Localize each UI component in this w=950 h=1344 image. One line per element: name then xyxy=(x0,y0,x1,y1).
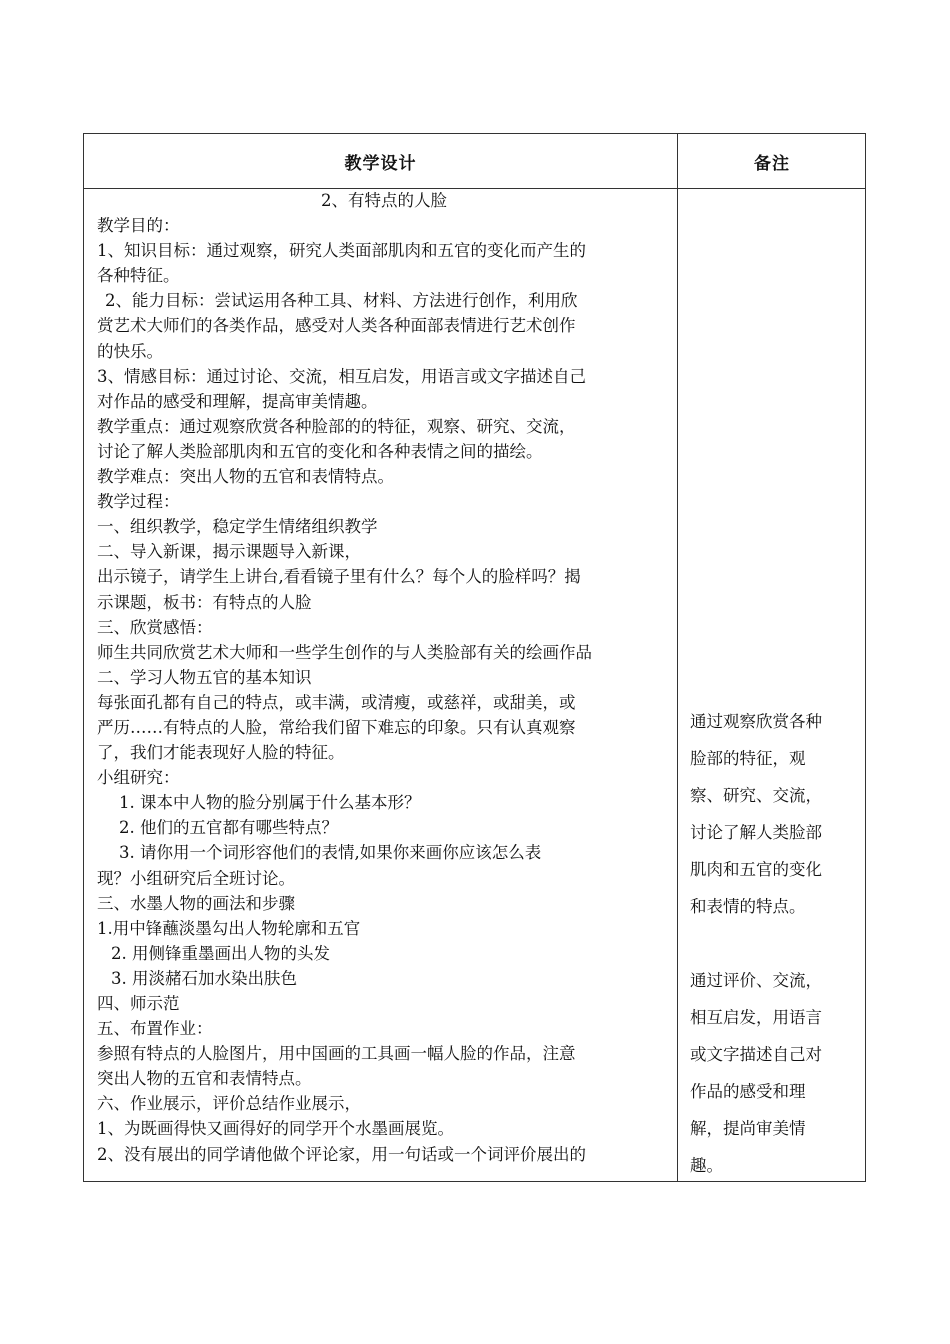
text-line: 四、师示范 xyxy=(97,994,180,1013)
text-line: 每张面孔都有自己的特点，或丰满，或清瘦，或慈祥，或甜美，或 xyxy=(97,692,576,712)
list-item: 3. 请你用一个词形容他们的表情,如果你来画你应该怎么表 xyxy=(119,843,542,863)
note-line: 或文字描述自己对 xyxy=(690,1045,822,1064)
text-line: 现？小组研究后全班讨论。 xyxy=(97,868,295,888)
text-line: 教学难点：突出人物的五官和表情特点。 xyxy=(97,467,394,487)
notes-block-observation xyxy=(690,703,850,925)
text-line: 六、作业展示，评价总结作业展示， xyxy=(97,1094,361,1114)
text-line: 的快乐。 xyxy=(97,341,163,361)
column-divider xyxy=(677,134,678,1181)
note-line: 作品的感受和理 xyxy=(690,1082,806,1101)
note-line: 通过观察欣赏各种 xyxy=(690,712,822,731)
note-line: 讨论了解人类脸部 xyxy=(690,823,822,842)
text-line: 参照有特点的人脸图片，用中国画的工具画一幅人脸的作品，注意 xyxy=(97,1044,576,1064)
text-line: 三、水墨人物的画法和步骤 xyxy=(97,893,295,913)
text-line: 二、导入新课，揭示课题导入新课， xyxy=(97,542,361,562)
list-item: 1. 课本中人物的脸分别属于什么基本形？ xyxy=(119,793,421,813)
notes-block-evaluation xyxy=(690,962,850,1184)
text-line: 五、布置作业： xyxy=(97,1019,213,1039)
text-line: 2、能力目标：尝试运用各种工具、材料、方法进行创作，利用欣 xyxy=(105,291,578,311)
note-line: 解，提尚审美情 xyxy=(690,1119,806,1138)
note-line: 察、研究、交流， xyxy=(690,786,822,805)
text-line: 各种特征。 xyxy=(97,266,180,286)
text-line: 二、学习人物五官的基本知识 xyxy=(97,667,312,687)
header-teaching-design: 教学设计 xyxy=(344,153,417,174)
text-line: 讨论了解人类脸部肌肉和五官的变化和各种表情之间的描绘。 xyxy=(97,441,543,461)
text-line: 教学重点：通过观察欣赏各种脸部的的特征，观察、研究、交流， xyxy=(97,416,576,436)
text-line: 师生共同欣赏艺术大师和一些学生创作的与人类脸部有关的绘画作品 xyxy=(97,642,592,662)
text-line: 1、知识目标：通过观察，研究人类面部肌肉和五官的变化而产生的 xyxy=(97,241,586,261)
list-item: 2. 他们的五官都有哪些特点？ xyxy=(119,818,338,838)
text-line: 小组研究： xyxy=(97,768,180,788)
text-line: 出示镜子，请学生上讲台,看看镜子里有什么？每个人的脸样吗？揭 xyxy=(97,567,581,587)
header-notes: 备注 xyxy=(754,153,790,174)
text-line: 严历……有特点的人脸，常给我们留下难忘的印象。只有认真观察 xyxy=(97,717,576,737)
text-line: 三、欣赏感悟： xyxy=(97,617,213,637)
note-line: 脸部的特征，观 xyxy=(690,749,806,768)
text-line: 了，我们才能表现好人脸的特征。 xyxy=(97,743,345,763)
lesson-title: 2、有特点的人脸 xyxy=(321,191,447,210)
note-line: 和表情的特点。 xyxy=(690,897,806,916)
note-line: 通过评价、交流， xyxy=(690,971,822,990)
text-line: 2、没有展出的同学请他做个评论家，用一句话或一个词评价展出的 xyxy=(97,1144,586,1164)
text-line: 一、组织教学，稳定学生情绪组织教学 xyxy=(97,517,378,537)
list-item: 3. 用淡赭石加水染出肤色 xyxy=(111,968,297,988)
text-line: 教学目的： xyxy=(97,216,180,236)
list-item: 2. 用侧锋重墨画出人物的头发 xyxy=(111,943,330,963)
text-line: 教学过程： xyxy=(97,492,180,512)
note-line: 肌肉和五官的变化 xyxy=(690,860,822,879)
text-line: 赏艺术大师们的各类作品，感受对人类各种面部表情进行艺术创作 xyxy=(97,316,576,336)
text-line: 1.用中锋蘸淡墨勾出人物轮廓和五官 xyxy=(97,918,361,938)
note-line: 相互启发，用语言 xyxy=(690,1008,822,1027)
teaching-design-content xyxy=(97,188,671,1181)
text-line: 1、为既画得快又画得好的同学开个水墨画展览。 xyxy=(97,1119,454,1139)
text-line: 示课题，板书：有特点的人脸 xyxy=(97,592,312,612)
text-line: 突出人物的五官和表情特点。 xyxy=(97,1069,312,1089)
text-line: 3、情感目标：通过讨论、交流，相互启发，用语言或文字描述自己 xyxy=(97,366,586,386)
text-line: 对作品的感受和理解，提高审美情趣。 xyxy=(97,391,378,411)
note-line: 趣。 xyxy=(690,1156,723,1175)
